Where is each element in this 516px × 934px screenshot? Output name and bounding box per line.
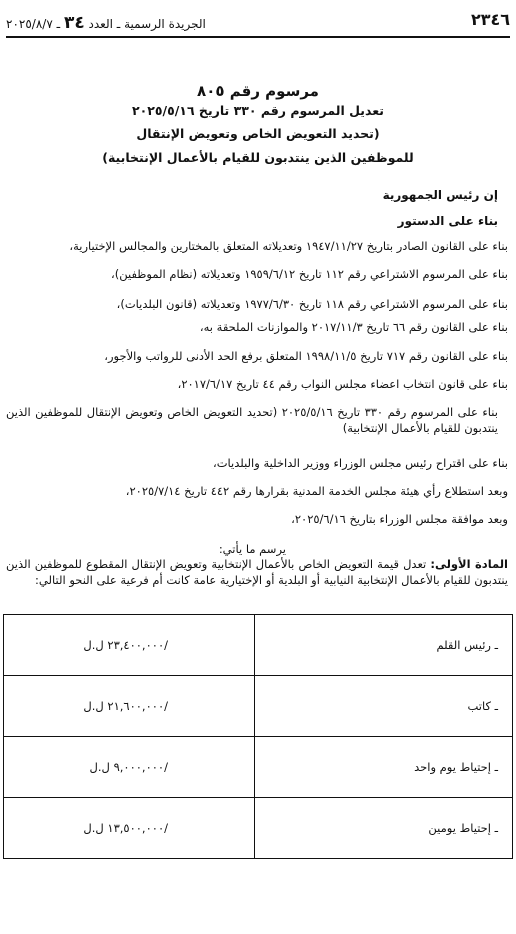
decree-subtitle: للموظفين الذين ينتدبون للقيام بالأعمال الإنتخابية) xyxy=(102,150,414,165)
gazette-name: الجريدة الرسمية ـ العدد xyxy=(88,17,206,31)
issue-number: ٣٤ xyxy=(63,13,85,33)
amount-cell: /٢١,٦٠٠,٠٠٠ ل.ل xyxy=(4,676,255,737)
gazette-header xyxy=(6,10,510,38)
preamble-line: بناء على القانون رقم ٧١٧ تاريخ ١٩٩٨/١١/٥ المتعلق برفع الحد الأدنى للرواتب والأجور، xyxy=(104,349,508,363)
table-row xyxy=(4,798,513,859)
preamble-line: بناء على المرسوم رقم ٣٣٠ تاريخ ٢٠٢٥/٥/١٦ (تحديد التعويض الخاص وتعويض الإنتقال للموظفين الذين ينتدبون للقيام بالأعمال الإنتخابية) xyxy=(6,405,498,435)
preamble-line: بناء على المرسوم الاشتراعي رقم ١١٢ تاريخ ١٩٥٩/٦/١٢ وتعديلاته (نظام الموظفين)، xyxy=(111,267,508,281)
article-label: المادة الأولى: xyxy=(430,557,508,571)
decrees-as-follows: يرسم ما يأتي: xyxy=(218,542,286,556)
article-text: تعدل قيمة التعويض الخاص بالأعمال الإنتخابية وتعويض الإنتقال المقطوع للموظفين الذين ينتدبون للقيام بالأعمال الإنتخابية النيابية أو البلدية أو الإختيارية عامة كانت أم فرعية على النحو التالي: xyxy=(6,557,508,587)
preamble-line: بناء على القانون رقم ٦٦ تاريخ ٢٠١٧/١١/٣ والموازنات الملحقة به، xyxy=(199,320,508,334)
president-line: إن رئيس الجمهورية xyxy=(382,188,498,202)
preamble-line: وبعد استطلاع رأي هيئة مجلس الخدمة المدنية بقرارها رقم ٤٤٢ تاريخ ٢٠٢٥/٧/١٤، xyxy=(125,484,508,498)
issue-date: ـ ٢٠٢٥/٨/٧ xyxy=(6,17,61,31)
preamble-line: بناء على القانون الصادر بتاريخ ١٩٤٧/١١/٢٧ وتعديلاته المتعلق بالمختارين والمجالس الإختيارية، xyxy=(69,239,508,253)
constitution-line: بناء على الدستور xyxy=(397,214,498,228)
fee-table xyxy=(3,614,513,859)
decree-subtitle: تعديل المرسوم رقم ٣٣٠ تاريخ ٢٠٢٥/٥/١٦ xyxy=(132,103,384,118)
role-cell: ـ إحتياط يوم واحد xyxy=(255,737,513,798)
role-cell: ـ رئيس القلم xyxy=(255,615,513,676)
gazette-issue-line xyxy=(6,13,206,33)
decree-subtitle: (تحديد التعويض الخاص وتعويض الإنتقال xyxy=(136,126,380,141)
amount-cell: /١٣,٥٠٠,٠٠٠ ل.ل xyxy=(4,798,255,859)
amount-cell: /٢٣,٤٠٠,٠٠٠ ل.ل xyxy=(4,615,255,676)
decree-title: مرسوم رقم ٨٠٥ xyxy=(197,82,319,100)
role-cell: ـ كاتب xyxy=(255,676,513,737)
table-row xyxy=(4,676,513,737)
preamble-line: وبعد موافقة مجلس الوزراء بتاريخ ٢٠٢٥/٦/١٦، xyxy=(291,512,508,526)
amount-cell: /٩,٠٠٠,٠٠٠ ل.ل xyxy=(4,737,255,798)
table-row xyxy=(4,737,513,798)
preamble-line: بناء على قانون انتخاب اعضاء مجلس النواب رقم ٤٤ تاريخ ٢٠١٧/٦/١٧، xyxy=(177,377,508,391)
preamble-line: بناء على المرسوم الاشتراعي رقم ١١٨ تاريخ ١٩٧٧/٦/٣٠ وتعديلاته (قانون البلديات)، xyxy=(116,297,508,311)
preamble-line: بناء على اقتراح رئيس مجلس الوزراء ووزير الداخلية والبلديات، xyxy=(213,456,508,470)
table-row xyxy=(4,615,513,676)
role-cell: ـ إحتياط يومين xyxy=(255,798,513,859)
article-1 xyxy=(6,556,508,588)
page-number: ٢٣٤٦ xyxy=(470,10,510,29)
